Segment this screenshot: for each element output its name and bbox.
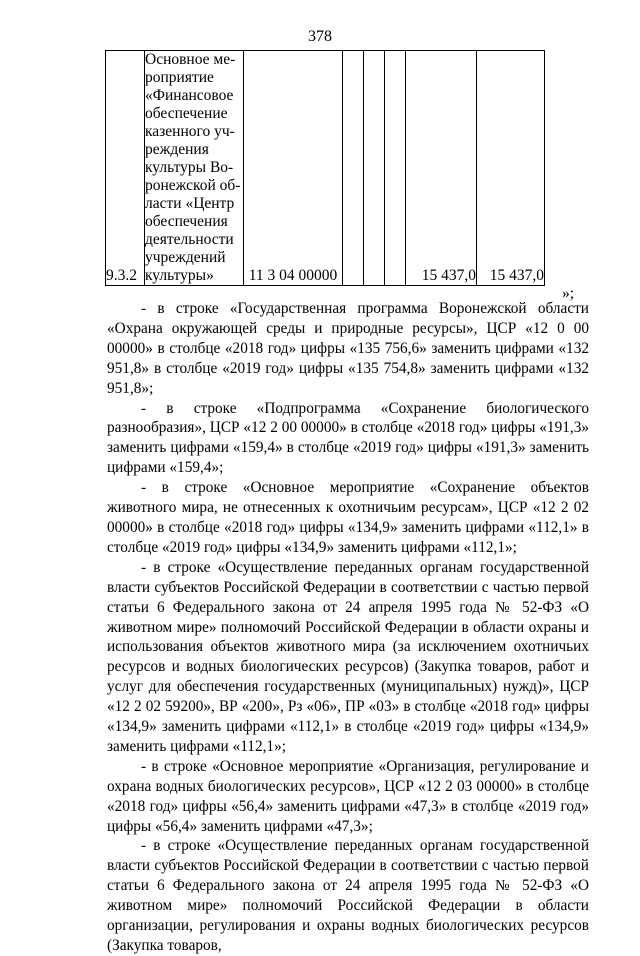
csr-cell: 11 3 04 00000 bbox=[244, 51, 343, 286]
paragraph: - в строке «Основное мероприятие «Организация, регулирование и охрана водных биологических ресурсов», ЦСР «12 2 03 00000» в столбце «2018 год» цифры «56,4» заменить цифрами «47,3» в столбце «2019 год» цифры «56,4» заменить цифрами «47,3»; bbox=[107, 757, 589, 835]
paragraph: - в строке «Государственная программа Воронежской области «Охрана окружающей среды и природные ресурсы», ЦСР «12 0 00 00000» в столбце «2018 год» цифры «135 756,6» заменить цифрами «132 951,8» в столбце «2019 год» цифры «135 754,8» заменить цифрами «132 951,8»; bbox=[107, 300, 589, 397]
closing-quote: »; bbox=[562, 285, 575, 302]
value-2019-cell: 15 437,0 bbox=[477, 51, 545, 286]
body-text bbox=[107, 299, 589, 956]
rz-cell bbox=[364, 51, 385, 286]
paragraph: - в строке «Осуществление переданных органам государственной власти субъектов Российской Федерации в соответствии с частью первой статьи 6 Федерального закона от 24 апреля 1995 года № 52-ФЗ «О животном мире» полномочий Российской Федерации в области охраны и использования объектов животного мира (за исключением охотничьих ресурсов и водных биологических ресурсов) (Закупка товаров, работ и услуг для обеспечения государственных (муниципальных) нужд)», ЦСР «12 2 02 59200», ВР «200», Рз «06», ПР «03» в столбце «2018 год» цифры «134,9» заменить цифрами «112,1» в столбце «2019 год» цифры «134,9» заменить цифрами «112,1»; bbox=[107, 558, 589, 755]
vr-cell bbox=[343, 51, 364, 286]
paragraph: - в строке «Осуществление переданных органам государственной власти субъектов Российской Федерации в соответствии с частью первой статьи 6 Федерального закона от 24 апреля 1995 года № 52-ФЗ «О животном мире» полномочий Российской Федерации в области организации, регулирования и охраны водных биологических ресурсов (Закупка товаров, bbox=[107, 837, 589, 954]
paragraph: - в строке «Подпрограмма «Сохранение биологического разнообразия», ЦСР «12 2 00 00000» в столбце «2018 год» цифры «191,3» заменить цифрами «159,4» в столбце «2019 год» цифры «191,3» заменить цифрами «159,4»; bbox=[107, 399, 589, 477]
row-name-cell bbox=[145, 51, 244, 286]
table-row bbox=[106, 51, 545, 286]
paragraph: - в строке «Основное мероприятие «Сохранение объектов животного мира, не отнесенных к охотничьим ресурсам», ЦСР «12 2 02 00000» в столбце «2018 год» цифры «134,9» заменить цифрами «112,1» в столбце «2019 год» цифры «134,9» заменить цифрами «112,1»; bbox=[107, 479, 589, 556]
pr-cell bbox=[385, 51, 406, 286]
page-number: 378 bbox=[308, 28, 332, 45]
row-number-cell: 9.3.2 bbox=[106, 51, 145, 286]
value-2018-cell: 15 437,0 bbox=[406, 51, 477, 286]
row-name-text: Основное ме- роприятие «Финансовое обеспечение казенного уч- реждения культуры Во- ронежской об- ласти «Центр обеспечения деятельности учреждений культуры» bbox=[145, 51, 241, 284]
budget-table bbox=[105, 50, 545, 286]
